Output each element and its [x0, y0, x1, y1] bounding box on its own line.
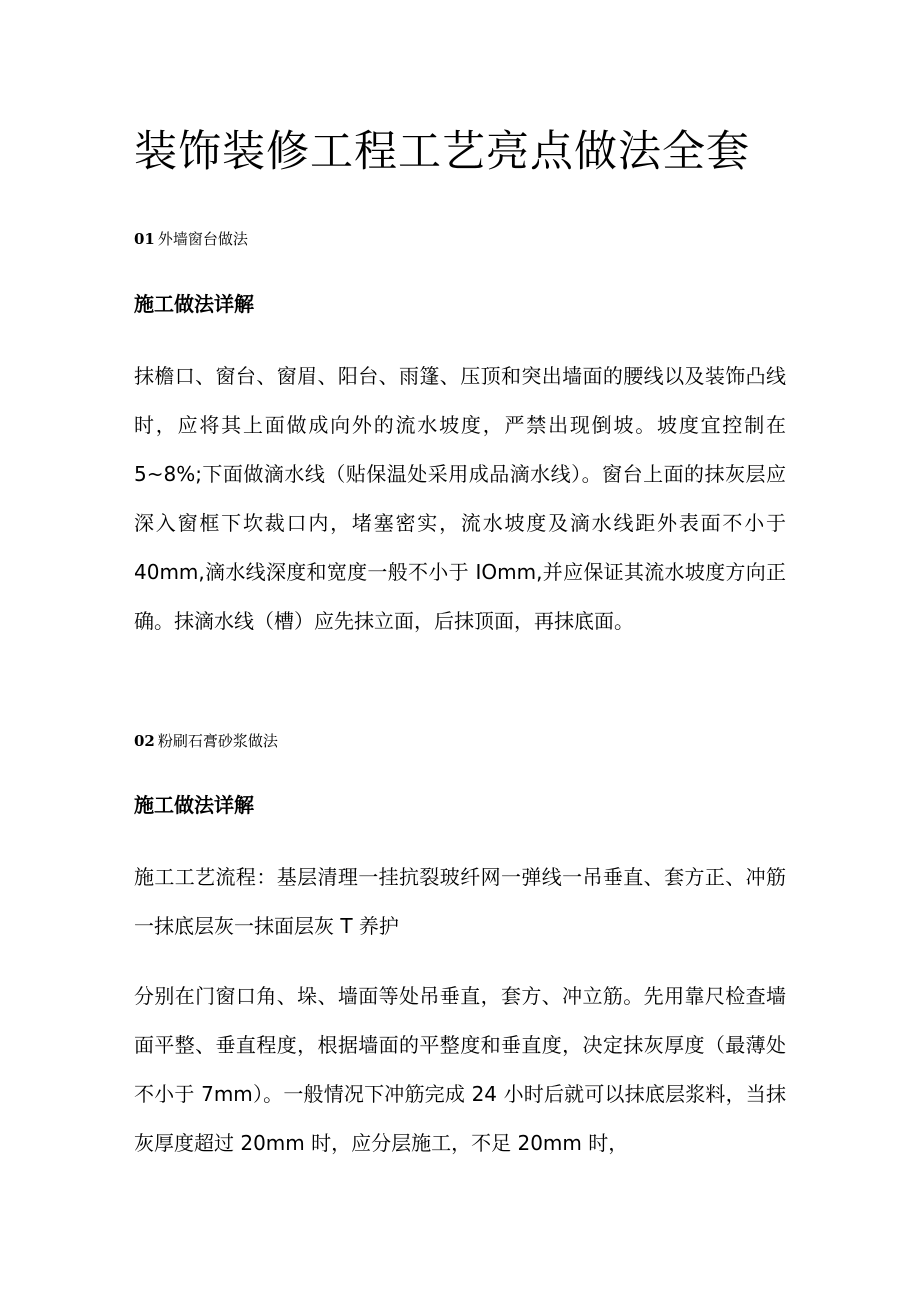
subheading-construction-method: 施工做法详解	[134, 292, 254, 316]
document-title: 装饰装修工程工艺亮点做法全套	[134, 127, 750, 177]
subheading-construction-method: 施工做法详解	[134, 793, 254, 817]
body-paragraph: 抹檐口、窗台、窗眉、阳台、雨篷、压顶和突出墙面的腰线以及装饰凸线时，应将其上面做成向外的流水坡度，严禁出现倒坡。坡度宜控制在 5~8%;下面做滴水线（贴保温处采用成品滴水线）。窗台上面的抹灰层应深入窗框下坎裁口内，堵塞密实，流水坡度及滴水线距外表面不小于 40mm,滴水线深度和宽度一般不小于 IOmm,并应保证其流水坡度方向正确。抹滴水线（槽）应先抹立面，后抹顶面，再抹底面。	[134, 364, 786, 633]
section-heading-text: 粉刷石膏砂浆做法	[157, 732, 278, 750]
section-heading-text: 外墙窗台做法	[157, 230, 248, 248]
section-number: 01	[134, 230, 155, 248]
section-heading-01	[134, 228, 248, 250]
body-paragraph: 分别在门窗口角、垛、墙面等处吊垂直，套方、冲立筋。先用靠尺检查墙面平整、垂直程度，根据墙面的平整度和垂直度，决定抹灰厚度（最薄处不小于 7mm）。一般情况下冲筋完成 24 小时后就可以抹底层浆料，当抹灰厚度超过 20mm 时，应分层施工，不足 20mm 时，	[134, 984, 786, 1155]
section-number: 02	[134, 732, 155, 750]
body-paragraph: 施工工艺流程：基层清理一挂抗裂玻纤网一弹线一吊垂直、套方正、冲筋一抹底层灰一抹面层灰 T 养护	[134, 865, 786, 938]
section-heading-02	[134, 730, 278, 752]
